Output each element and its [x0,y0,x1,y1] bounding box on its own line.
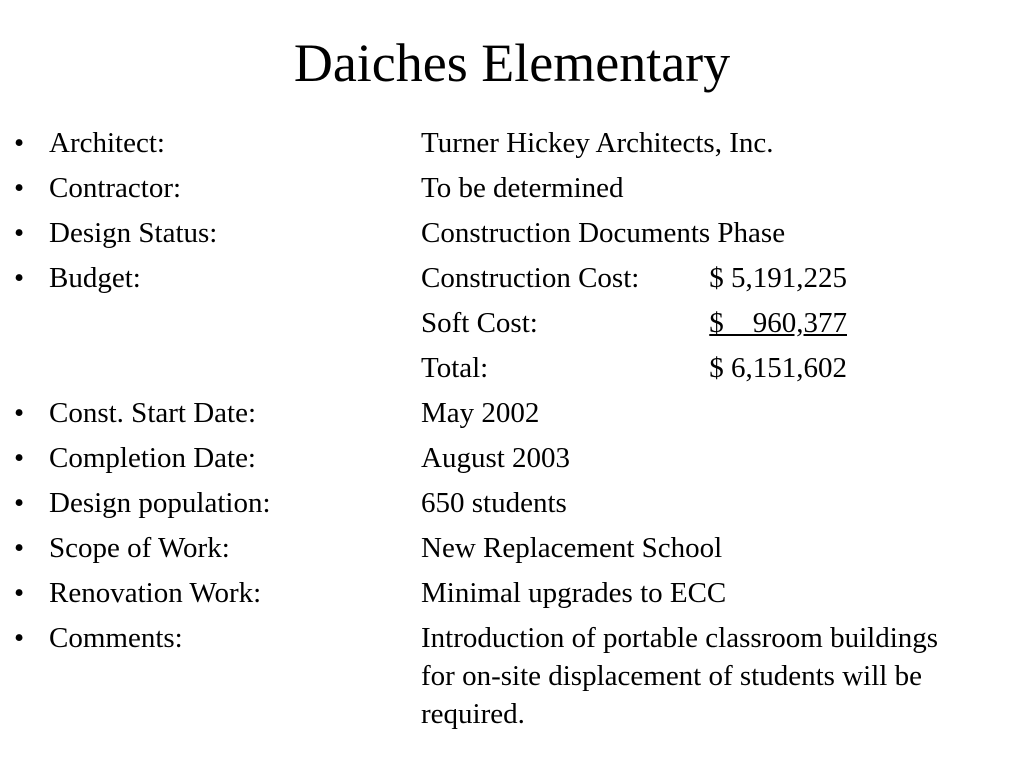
list-item-start-date [0,391,1024,436]
start-date-label: Const. Start Date: [49,397,257,429]
budget-label: Budget: [49,262,141,294]
contractor-value: To be determined [421,172,624,204]
list-item-renovation [0,571,1024,616]
renovation-label: Renovation Work: [49,577,262,609]
scope-value: New Replacement School [421,532,723,564]
list-item-architect [0,121,1024,166]
budget-soft-cost-row [0,301,1024,346]
design-population-value: 650 students [421,487,567,519]
scope-label: Scope of Work: [49,532,230,564]
construction-cost-label: Construction Cost: [421,262,640,294]
design-status-label: Design Status: [49,217,218,249]
completion-date-value: August 2003 [421,442,571,474]
list-item-budget [0,256,1024,301]
list-item-completion-date [0,436,1024,481]
comments-label: Comments: [49,622,183,654]
architect-value: Turner Hickey Architects, Inc. [421,127,774,159]
total-amount: $ 6,151,602 [709,352,847,384]
list-item-contractor [0,166,1024,211]
construction-cost-amount: $ 5,191,225 [709,262,847,294]
budget-total-row [0,346,1024,391]
soft-cost-label: Soft Cost: [421,307,538,339]
bullet-icon: • [14,622,25,654]
bullet-icon: • [14,217,25,249]
slide-title: Daiches Elementary [293,33,731,93]
bullet-icon: • [14,442,25,474]
start-date-value: May 2002 [421,397,540,429]
architect-label: Architect: [49,127,165,159]
bullet-icon: • [14,127,25,159]
list-item-design-population [0,481,1024,526]
list-item-scope [0,526,1024,571]
list-item-comments [0,616,1024,736]
bullet-icon: • [14,532,25,564]
bullet-icon: • [14,172,25,204]
design-status-value: Construction Documents Phase [421,217,786,249]
contractor-label: Contractor: [49,172,182,204]
bullet-icon: • [14,577,25,609]
renovation-value: Minimal upgrades to ECC [421,577,727,609]
detail-list [0,121,1024,736]
comments-value: Introduction of portable classroom buildings for on-site displacement of students will be required. [421,622,939,730]
list-item-design-status [0,211,1024,256]
bullet-icon: • [14,262,25,294]
total-label: Total: [421,352,489,384]
completion-date-label: Completion Date: [49,442,256,474]
design-population-label: Design population: [49,487,271,519]
soft-cost-amount: $ 960,377 [709,307,847,339]
bullet-icon: • [14,487,25,519]
bullet-icon: • [14,397,25,429]
